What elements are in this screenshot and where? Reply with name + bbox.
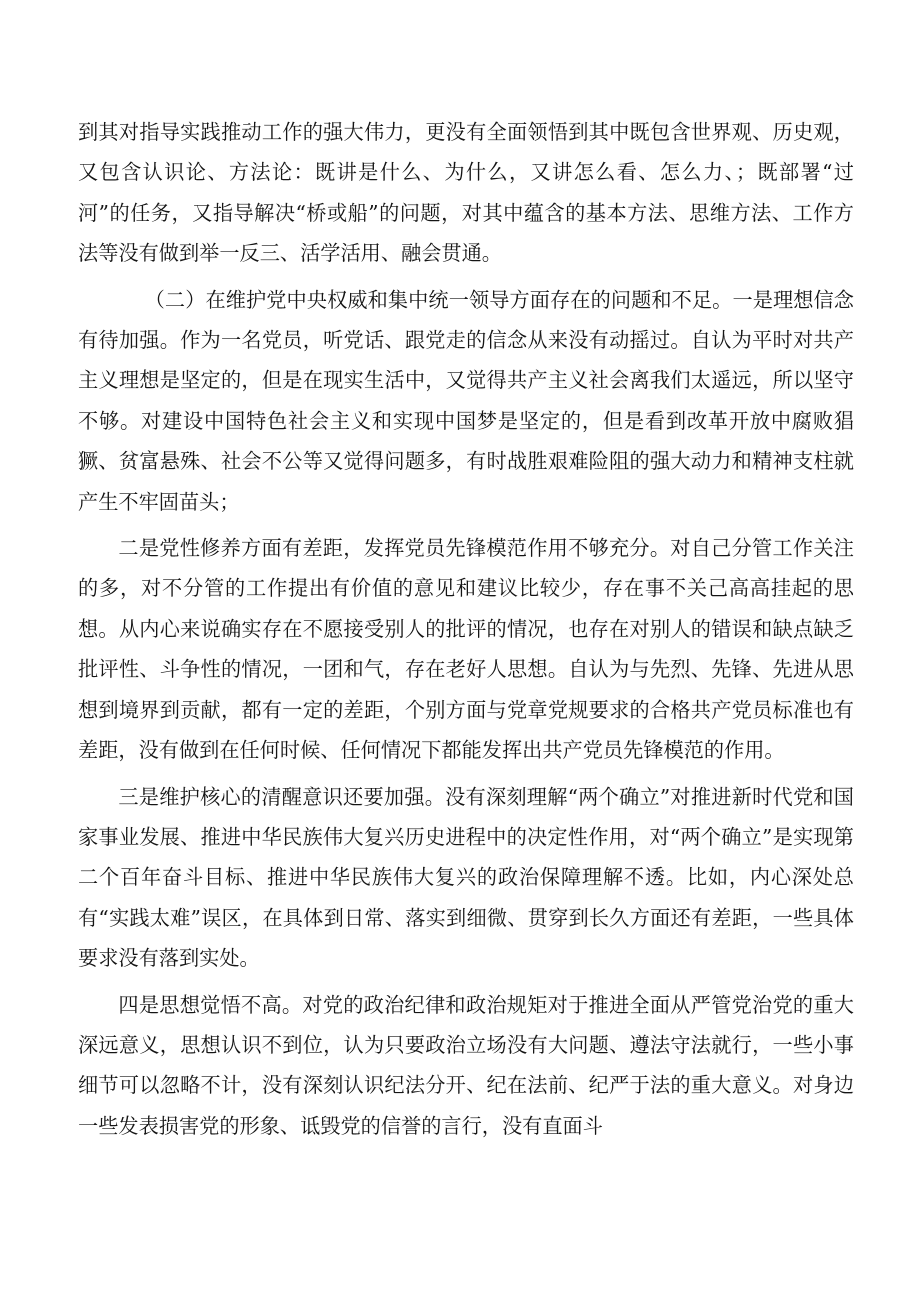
paragraph-point-two: 二是党性修养方面有差距，发挥党员先锋模范作用不够充分。对自己分管工作关注的多，对不分管的工作提出有价值的意见和建议比较少，存在事不关己高高挂起的思想。从内心来说确实存在不愿接受别人的批评的情况，也存在对别人的错误和缺点缺乏批评性、斗争性的情况，一团和气，存在老好人思想。自认为与先烈、先锋、先进从思想到境界到贡献，都有一定的差距，个别方面与党章党规要求的合格共产党员标准也有差距，没有做到在任何时候、任何情况下都能发挥出共产党员先锋模范的作用。	[78, 536, 854, 763]
paragraph-point-four: 四是思想觉悟不高。对党的政治纪律和政治规矩对于推进全面从严管党治党的重大深远意义，思想认识不到位，认为只要政治立场没有大问题、遵法守法就行，一些小事细节可以忽略不计，没有深刻认识纪法分开、纪在法前、纪严于法的重大意义。对身边一些发表损害党的形象、诋毁党的信誉的言行，没有直面斗	[78, 992, 854, 1138]
document-page	[78, 112, 854, 1146]
paragraph-point-three: 三是维护核心的清醒意识还要加强。没有深刻理解“两个确立”对推进新时代党和国家事业发展、推进中华民族伟大复兴历史进程中的决定性作用，对“两个确立”是实现第二个百年奋斗目标、推进中华民族伟大复兴的政治保障理解不透。比如，内心深处总有“实践太难”误区，在具体到日常、落实到细微、贯穿到长久方面还有差距，一些具体要求没有落到实处。	[78, 784, 854, 971]
paragraph-continuation: 到其对指导实践推动工作的强大伟力，更没有全面领悟到其中既包含世界观、历史观，又包含认识论、方法论：既讲是什么、为什么，又讲怎么看、怎么力、；既部署“过河”的任务，又指导解决“桥或船”的问题，对其中蕴含的基本方法、思维方法、工作方法等没有做到举一反三、活学活用、融会贯通。	[78, 120, 854, 266]
paragraph-section-two: （二）在维护党中央权威和集中统一领导方面存在的问题和不足。一是理想信念有待加强。作为一名党员，听党话、跟党走的信念从来没有动摇过。自认为平时对共产主义理想是坚定的，但是在现实生活中，又觉得共产主义社会离我们太遥远，所以坚守不够。对建设中国特色社会主义和实现中国梦是坚定的，但是看到改革开放中腐败猖獗、贫富悬殊、社会不公等又觉得问题多，有时战胜艰难险阻的强大动力和精神支柱就产生不牢固苗头；	[78, 287, 854, 514]
